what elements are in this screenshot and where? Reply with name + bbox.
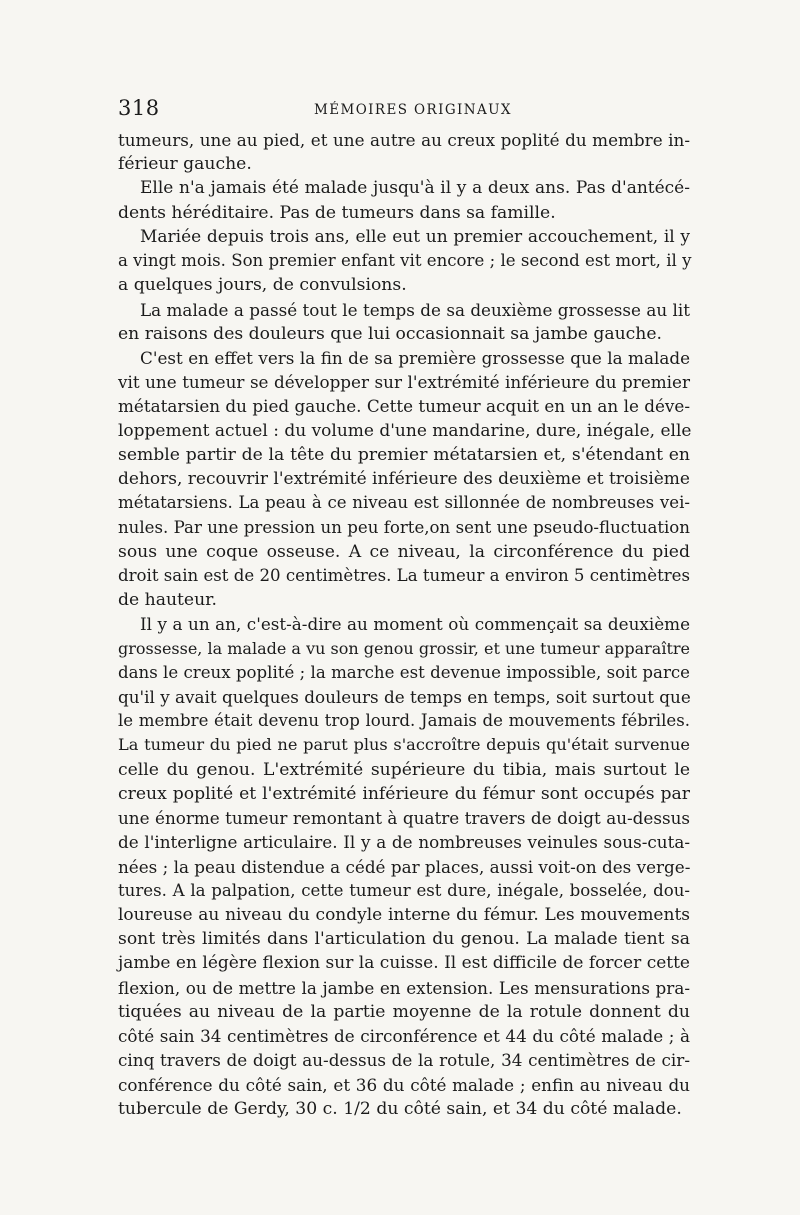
text-line: tumeurs, une au pied, et une autre au creux poplité du membre in- [118,130,690,150]
text-line: tiquées au niveau de la partie moyenne de la rotule donnent du [118,1001,690,1022]
text-line: vit une tumeur se développer sur l'extrémité inférieure du premier [118,372,690,393]
text-line: a vingt mois. Son premier enfant vit encore ; le second est mort, il y [118,251,692,271]
text-line: tubercule de Gerdy, 30 c. 1/2 du côté sain, et 34 du côté malade. [118,1098,682,1119]
text-line: a quelques jours, de convulsions. [118,275,407,296]
text-line: La malade a passé tout le temps de sa deuxième grossesse au lit [140,299,690,320]
page-header [118,96,688,122]
text-line: La tumeur du pied ne parut plus s'accroître depuis qu'était survenue [118,735,690,755]
text-line: Il y a un an, c'est-à-dire au moment où commençait sa deuxième [140,614,690,635]
text-line: celle du genou. L'extrémité supérieure du tibia, mais surtout le [118,759,690,780]
text-line: métatarsiens. La peau à ce niveau est sillonnée de nombreuses vei- [118,493,690,513]
text-line: métatarsien du pied gauche. Cette tumeur acquit en un an le déve- [118,396,690,417]
page-number: 318 [118,96,160,120]
text-line: en raisons des douleurs que lui occasionnait sa jambe gauche. [118,323,662,344]
text-line: nées ; la peau distendue a cédé par places, aussi voit-on des verge- [118,856,691,877]
text-line: de l'interligne articulaire. Il y a de nombreuses veinules sous-cuta- [118,832,690,853]
text-line: nules. Par une pression un peu forte,on sent une pseudo-fluctuation [118,517,690,537]
text-line: dehors, recouvrir l'extrémité inférieure des deuxième et troisième [118,469,690,490]
text-line: jambe en légère flexion sur la cuisse. Il est difficile de forcer cette [118,953,690,974]
text-line: sont très limités dans l'articulation du genou. La malade tient sa [118,929,690,950]
text-line: côté sain 34 centimètres de circonférence et 44 du côté malade ; à [118,1026,690,1047]
text-line: grossesse, la malade a vu son genou grossir, et une tumeur apparaître [118,638,690,658]
text-line: C'est en effet vers la fin de sa première grossesse que la malade [140,347,690,368]
text-line: une énorme tumeur remontant à quatre travers de doigt au-dessus [118,808,690,829]
text-line: cinq travers de doigt au-dessus de la rotule, 34 centimètres de cir- [118,1050,690,1071]
text-line: droit sain est de 20 centimètres. La tumeur a environ 5 centimètres [118,565,691,585]
text-line: Elle n'a jamais été malade jusqu'à il y a deux ans. Pas d'antécé- [140,178,690,199]
text-line: creux poplité et l'extrémité inférieure du fémur sont occupés par [118,783,690,804]
text-line: qu'il y avait quelques douleurs de temps en temps, soit surtout que [118,687,691,708]
running-title: MÉMOIRES ORIGINAUX [314,102,512,118]
text-line: semble partir de la tête du premier métatarsien et, s'étendant en [118,444,690,465]
text-line: conférence du côté sain, et 36 du côté malade ; enfin au niveau du [118,1074,690,1095]
text-line: Mariée depuis trois ans, elle eut un premier accouchement, il y [140,226,690,247]
text-line: dans le creux poplité ; la marche est devenue impossible, soit parce [118,662,690,682]
text-line: de hauteur. [118,590,217,611]
text-line: dents héréditaire. Pas de tumeurs dans sa famille. [118,202,556,223]
text-line: flexion, ou de mettre la jambe en extension. Les mensurations pra- [118,977,690,998]
text-line: loureuse au niveau du condyle interne du fémur. Les mouvements [118,905,690,925]
text-line: sous une coque osseuse. A ce niveau, la circonférence du pied [118,541,690,562]
text-line: férieur gauche. [118,154,252,175]
text-line: le membre était devenu trop lourd. Jamais de mouvements fébriles. [118,711,690,731]
text-line: loppement actuel : du volume d'une mandarine, dure, inégale, elle [118,420,692,441]
text-line: tures. A la palpation, cette tumeur est dure, inégale, bosselée, dou- [118,880,690,900]
body-text [118,128,690,1121]
